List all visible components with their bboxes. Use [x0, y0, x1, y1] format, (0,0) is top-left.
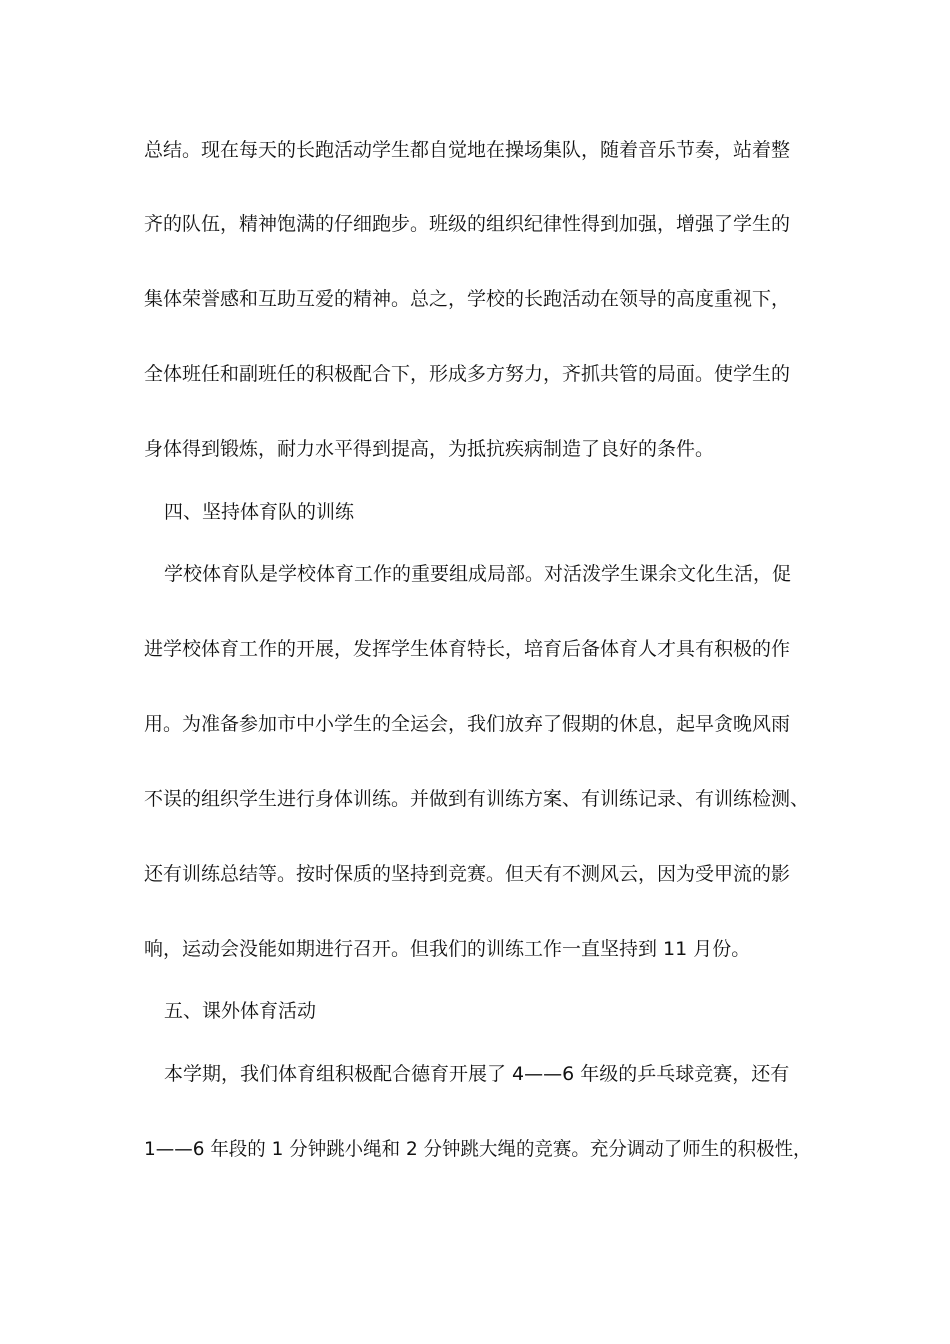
text-line: 齐的队伍，精神饱满的仔细跑步。班级的组织纪律性得到加强，增强了学生的: [144, 213, 791, 235]
text-line: 身体得到锻炼，耐力水平得到提高，为抵抗疾病制造了良好的条件。: [144, 438, 715, 460]
text-line: 全体班任和副班任的积极配合下，形成多方努力，齐抓共管的局面。使学生的: [144, 363, 791, 385]
body-line-9: [0, 779, 950, 819]
text-line: 还有训练总结等。按时保质的坚持到竞赛。但天有不测风云，因为受甲流的影: [144, 863, 791, 885]
section-heading-4: [0, 492, 950, 532]
body-line-11: [0, 929, 950, 969]
body-line-12: [0, 1054, 950, 1094]
body-line-10: [0, 854, 950, 894]
text-line: 总结。现在每天的长跑活动学生都自觉地在操场集队，随着音乐节奏，站着整: [144, 139, 791, 161]
text-line: 集体荣誉感和互助互爱的精神。总之，学校的长跑活动在领导的高度重视下，: [144, 288, 791, 310]
body-line-6: [0, 554, 950, 594]
text-line: 学校体育队是学校体育工作的重要组成局部。对活泼学生课余文化生活，促: [164, 563, 792, 585]
body-line-7: [0, 629, 950, 669]
text-line: 本学期，我们体育组积极配合德育开展了 4——6 年级的乒乓球竞赛，还有: [164, 1063, 790, 1085]
body-line-2: [0, 204, 950, 244]
body-line-3: [0, 279, 950, 319]
body-line-1: [0, 130, 950, 170]
text-line: 进学校体育工作的开展，发挥学生体育特长，培育后备体育人才具有积极的作: [144, 638, 791, 660]
text-line: 用。为准备参加市中小学生的全运会，我们放弃了假期的休息，起早贪晚风雨: [144, 713, 791, 735]
section-heading: 五、课外体育活动: [164, 1000, 317, 1022]
section-heading: 四、坚持体育队的训练: [164, 501, 355, 523]
text-line: 响，运动会没能如期进行召开。但我们的训练工作一直坚持到 11 月份。: [144, 938, 751, 960]
body-line-5: [0, 429, 950, 469]
section-heading-5: [0, 991, 950, 1031]
text-line: 不误的组织学生进行身体训练。并做到有训练方案、有训练记录、有训练检测、: [144, 788, 810, 810]
body-line-8: [0, 704, 950, 744]
body-line-13: [0, 1129, 950, 1169]
text-line: 1——6 年段的 1 分钟跳小绳和 2 分钟跳大绳的竞赛。充分调动了师生的积极性，: [144, 1138, 812, 1160]
body-line-4: [0, 354, 950, 394]
